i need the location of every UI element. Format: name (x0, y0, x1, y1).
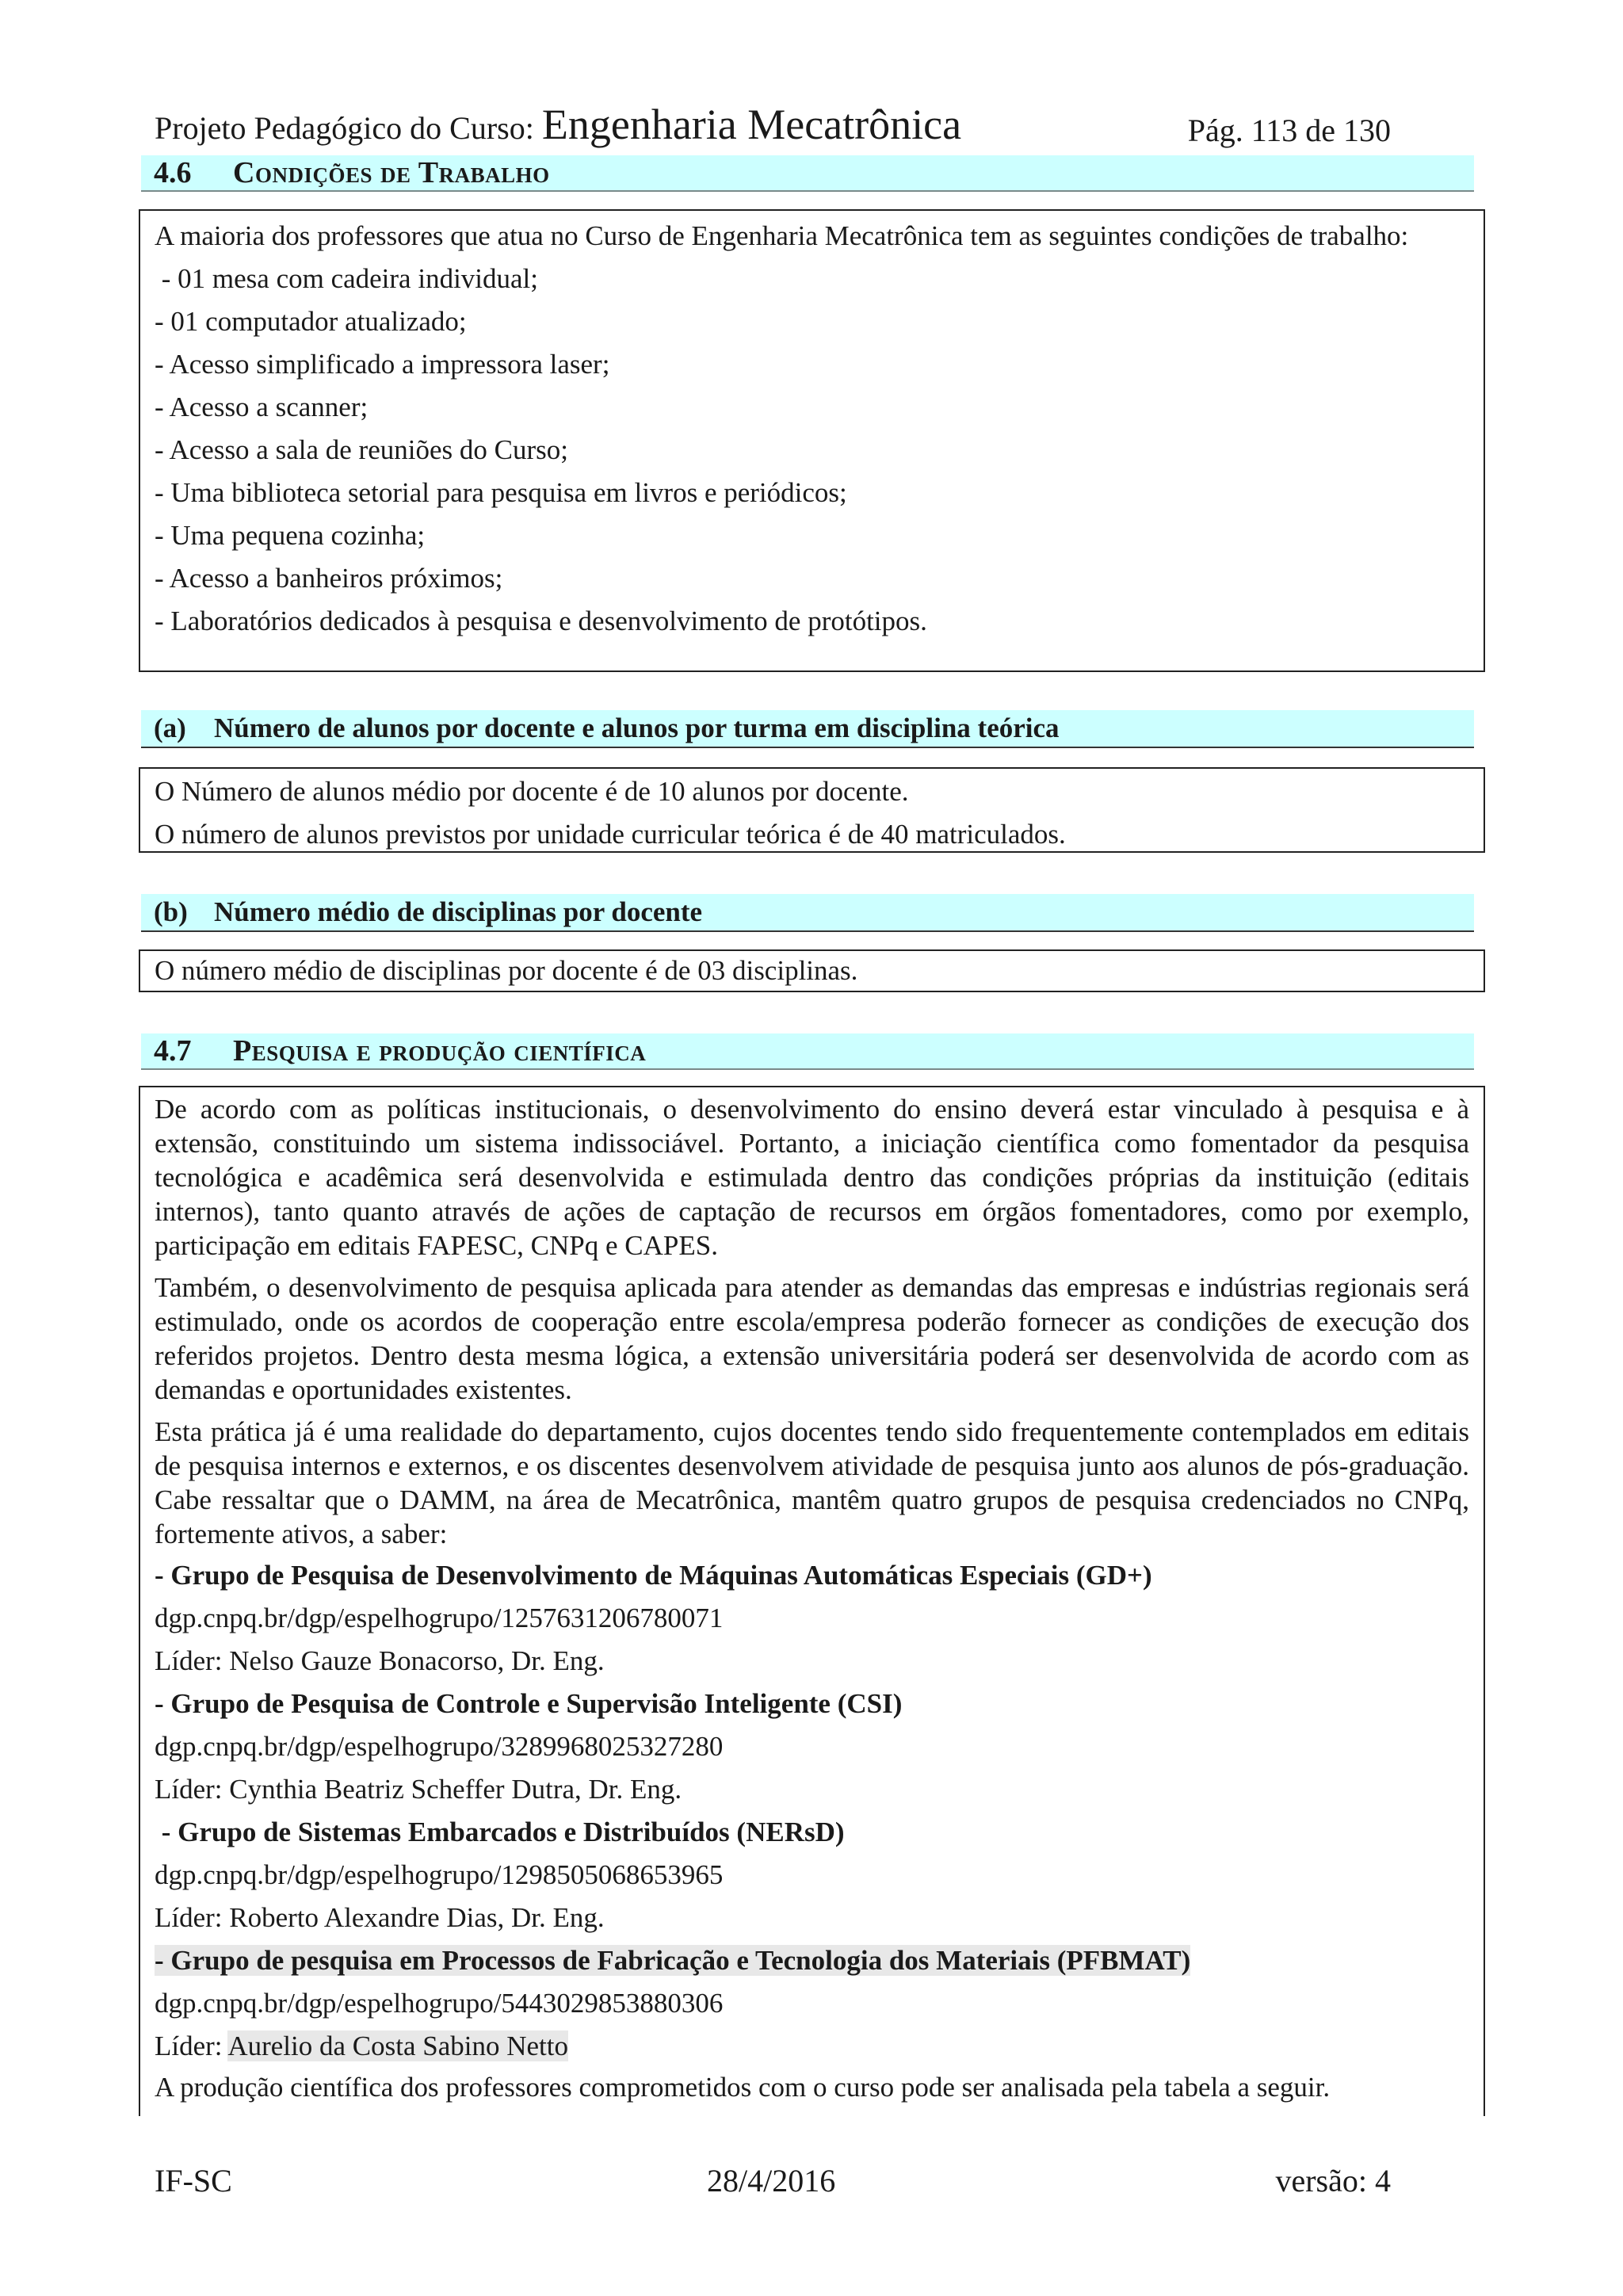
paragraph: Esta prática já é uma realidade do departamento, cujos docentes tendo sido frequentemente contemplados em editais de pesquisa internos e externos, e os discentes desenvolvem atividade de pesquisa junto aos alunos de pós-graduação. Cabe ressaltar que o DAMM, na área de Mecatrônica, mantêm quatro grupos de pesquisa credenciados no CNPq, fortemente ativos, a saber: (155, 1416, 1469, 1549)
research-group-name (155, 1939, 1469, 1982)
working-conditions-intro: A maioria dos professores que atua no Curso de Engenharia Mecatrônica tem as seguintes condições de trabalho: (155, 220, 1409, 251)
subheading-label: (b) (154, 896, 188, 927)
research-group-leader (155, 1897, 1469, 1939)
research-group-url: dgp.cnpq.br/dgp/espelhogrupo/3289968025327280 (155, 1731, 724, 1762)
section-number: 4.6 (154, 156, 192, 189)
highlighted-group-name: - Grupo de pesquisa em Processos de Fabricação e Tecnologia dos Materiais (PFBMAT) (155, 1945, 1191, 1976)
header-page-number: Pág. 113 de 130 (1187, 113, 1391, 148)
research-group-name: - Grupo de Sistemas Embarcados e Distribuídos (NERsD) (155, 1817, 845, 1847)
section-title: Condições de Trabalho (233, 156, 550, 189)
research-group-url: dgp.cnpq.br/dgp/espelhogrupo/5443029853880306 (155, 1988, 724, 2019)
section-title: Pesquisa e produção científica (233, 1034, 647, 1068)
text-line: O Número de alunos médio por docente é de 10 alunos por docente. (155, 776, 909, 807)
leader-name: Aurelio da Costa Sabino Netto (227, 2030, 568, 2061)
header-title (155, 100, 961, 149)
section-heading-4-7 (141, 1033, 1474, 1070)
list-item: - Uma biblioteca setorial para pesquisa em livros e periódicos; (155, 477, 847, 508)
footer-institution: IF-SC (155, 2163, 232, 2199)
research-group-url: dgp.cnpq.br/dgp/espelhogrupo/1257631206780071 (155, 1603, 724, 1633)
page-footer (155, 2162, 1391, 2202)
leader-name: Roberto Alexandre Dias, Dr. Eng. (229, 1902, 605, 1933)
list-item: - 01 computador atualizado; (155, 306, 467, 337)
list-item: - Acesso a sala de reuniões do Curso; (155, 434, 568, 465)
research-group-name: - Grupo de Pesquisa de Desenvolvimento de Máquinas Automáticas Especiais (GD+) (155, 1560, 1152, 1591)
subheading-a (141, 710, 1474, 748)
leader-label: Líder: (155, 1774, 230, 1805)
text-line: O número de alunos previstos por unidade curricular teórica é de 40 matriculados. (155, 819, 1066, 850)
research-group-leader (155, 1768, 1469, 1811)
list-item: - Acesso simplificado a impressora laser; (155, 349, 610, 380)
leader-label: Líder: (155, 2030, 228, 2061)
footer-date: 28/4/2016 (707, 2163, 836, 2199)
section-heading-4-6 (141, 155, 1474, 192)
leader-label: Líder: (155, 1902, 230, 1933)
subheading-label: (a) (154, 712, 186, 743)
closing-sentence: A produção científica dos professores comprometidos com o curso pode ser analisada pela tabela a seguir. (155, 2072, 1331, 2103)
leader-name: Cynthia Beatriz Scheffer Dutra, Dr. Eng. (229, 1774, 682, 1805)
research-box (139, 1086, 1485, 2116)
header-course-name: Engenharia Mecatrônica (541, 101, 962, 148)
list-item: - Acesso a scanner; (155, 392, 369, 422)
section-number: 4.7 (154, 1034, 192, 1068)
leader-name: Nelso Gauze Bonacorso, Dr. Eng. (229, 1645, 605, 1676)
leader-label: Líder: (155, 1645, 230, 1676)
working-conditions-box (139, 209, 1485, 672)
list-item: - Acesso a banheiros próximos; (155, 563, 503, 594)
subheading-title: Número de alunos por docente e alunos por turma em disciplina teórica (214, 712, 1060, 743)
research-group-leader (155, 2025, 1469, 2068)
paragraph: De acordo com as políticas institucionais, o desenvolvimento do ensino deverá estar vinculado à pesquisa e à extensão, constituindo um sistema indissociável. Portanto, a iniciação científica como fomentador da pesquisa tecnológica e acadêmica será desenvolvida e estimulada dentro das condições próprias da instituição (editais internos), tanto quanto através de ações de captação de recursos em órgãos fomentadores, como por exemplo, participação em editais FAPESC, CNPq e CAPES. (155, 1094, 1469, 1261)
paragraph: Também, o desenvolvimento de pesquisa aplicada para atender as demandas das empresas e indústrias regionais será estimulado, onde os acordos de cooperação entre escola/empresa poderão fornecer as condições de execução dos referidos projetos. Dentro desta mesma lógica, a extensão universitária poderá ser desenvolvida de acordo com as demandas e oportunidades existentes. (155, 1272, 1469, 1405)
text-line: O número médio de disciplinas por docente é de 03 disciplinas. (155, 955, 858, 986)
research-group-leader (155, 1640, 1469, 1683)
research-group-url: dgp.cnpq.br/dgp/espelhogrupo/1298505068653965 (155, 1859, 724, 1890)
students-per-teacher-box (139, 767, 1485, 853)
subheading-b (141, 894, 1474, 932)
research-group-name: - Grupo de Pesquisa de Controle e Supervisão Inteligente (CSI) (155, 1688, 903, 1719)
list-item: - Laboratórios dedicados à pesquisa e desenvolvimento de protótipos. (155, 606, 927, 636)
disciplines-per-teacher-box (139, 949, 1485, 992)
list-item: - 01 mesa com cadeira individual; (155, 263, 539, 294)
subheading-title: Número médio de disciplinas por docente (214, 896, 703, 927)
header-prefix: Projeto Pedagógico do Curso: (155, 110, 534, 146)
footer-version: versão: 4 (1275, 2163, 1391, 2199)
list-item: - Uma pequena cozinha; (155, 520, 426, 551)
page-header (155, 97, 1391, 149)
